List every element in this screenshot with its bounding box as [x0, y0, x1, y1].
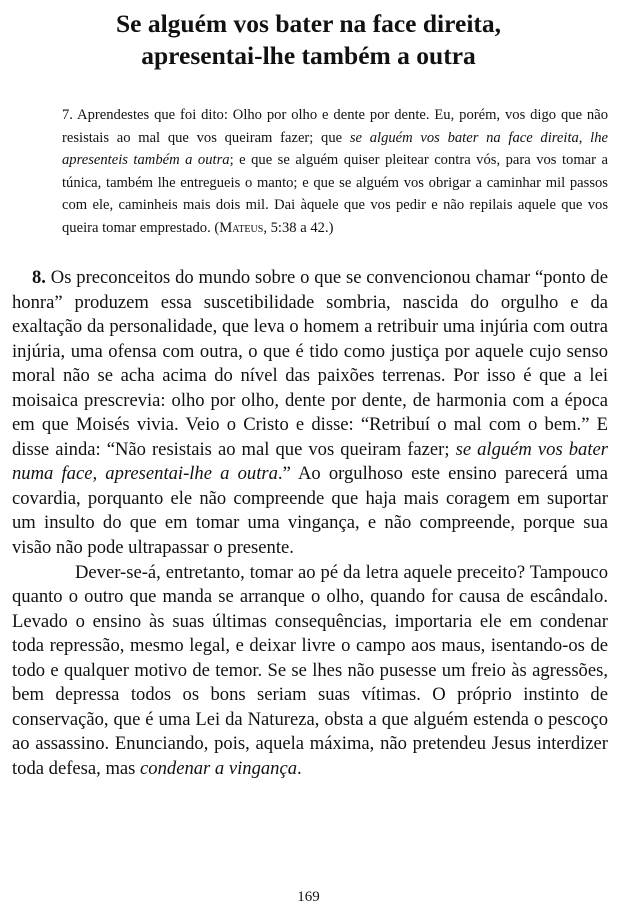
section-title-line-2: apresentai-lhe também a outra	[141, 41, 476, 70]
paragraph-9	[12, 561, 608, 782]
paragraph-8-number: 8.	[32, 267, 46, 288]
body-text	[12, 266, 608, 781]
quote-text-1: Aprendestes que foi dito: Olho por olho e dente por dente. Eu, porém, vos digo que não resistais ao mal que vos queiram fazer; que	[62, 107, 609, 146]
scripture-quote	[62, 104, 608, 239]
quote-number: 7.	[62, 107, 73, 123]
paragraph-8-text-2: .” Ao orgulhoso este ensino parecerá uma covardia, porquanto ele não compreende que haja mais coragem em suportar um insulto do que em tomar uma vingança, e não compreende, porque sua visão não pode ultrapassar o presente.	[12, 463, 608, 559]
quote-source-name: Mateus	[219, 219, 264, 236]
quote-text-2: ; e que se alguém quiser pleitear contra vós, para vos tomar a túnica, também lhe entregueis o manto; e que se alguém vos obrigar a caminhar mil passos com ele, caminheis mais dois mil. Dai àquele que vos pedir e não repilais aquele que vos queira tomar emprestado. (	[62, 152, 609, 236]
section-title	[0, 8, 617, 72]
quote-italic-text: se alguém vos bater na face direita, lhe apresenteis também a outra	[62, 129, 608, 168]
paragraph-8-text-1: Os preconceitos do mundo sobre o que se convencionou chamar “ponto de honra” produzem essa suscetibilidade sombria, nascida do orgulho e da exaltação da personalidade, que leva o homem a retribuir uma injúria com outra injúria, uma ofensa com outra, o que é tido como justiça por aquele cujo senso moral não se acha acima do nível das paixões terrenas. Por isso é que a lei moisaica prescrevia: olho por olho, dente por dente, de harmonia com a época em que Moisés vivia. Veio o Cristo e disse: “Retribuí o mal com o bem.” E disse ainda: “Não resistais ao mal que vos queiram fazer;	[12, 267, 608, 460]
section-title-line-1: Se alguém vos bater na face direita,	[115, 9, 502, 38]
paragraph-9-text-1: Dever-se-á, entretanto, tomar ao pé da letra aquele preceito? Tampouco quanto o outro que manda se arranque o olho, quando for causa de escândalo. Levado o ensino às suas últimas consequências, importaria ele em condenar toda repressão, mesmo legal, e deixar livre o campo aos maus, isentando-os de todo e qualquer motivo de temor. Se se lhes não pusesse um freio às agressões, bem depressa todos os bons seriam suas vítimas. O próprio instinto de conservação, que é uma Lei da Natureza, obsta a que alguém estenda o pescoço ao assassino. Enunciando, pois, aquela máxima, não pretendeu Jesus interdizer toda defesa, mas	[12, 561, 608, 779]
paragraph-8-italic-text: se alguém vos bater numa face, apresentai-lhe a outra	[12, 438, 608, 485]
paragraph-9-italic-text: condenar a vingança	[140, 757, 298, 779]
quote-source-ref: , 5:38 a 42.)	[263, 219, 334, 236]
paragraph-9-text-2: .	[297, 757, 302, 779]
paragraph-8	[12, 266, 608, 561]
page-number: 169	[297, 889, 320, 905]
